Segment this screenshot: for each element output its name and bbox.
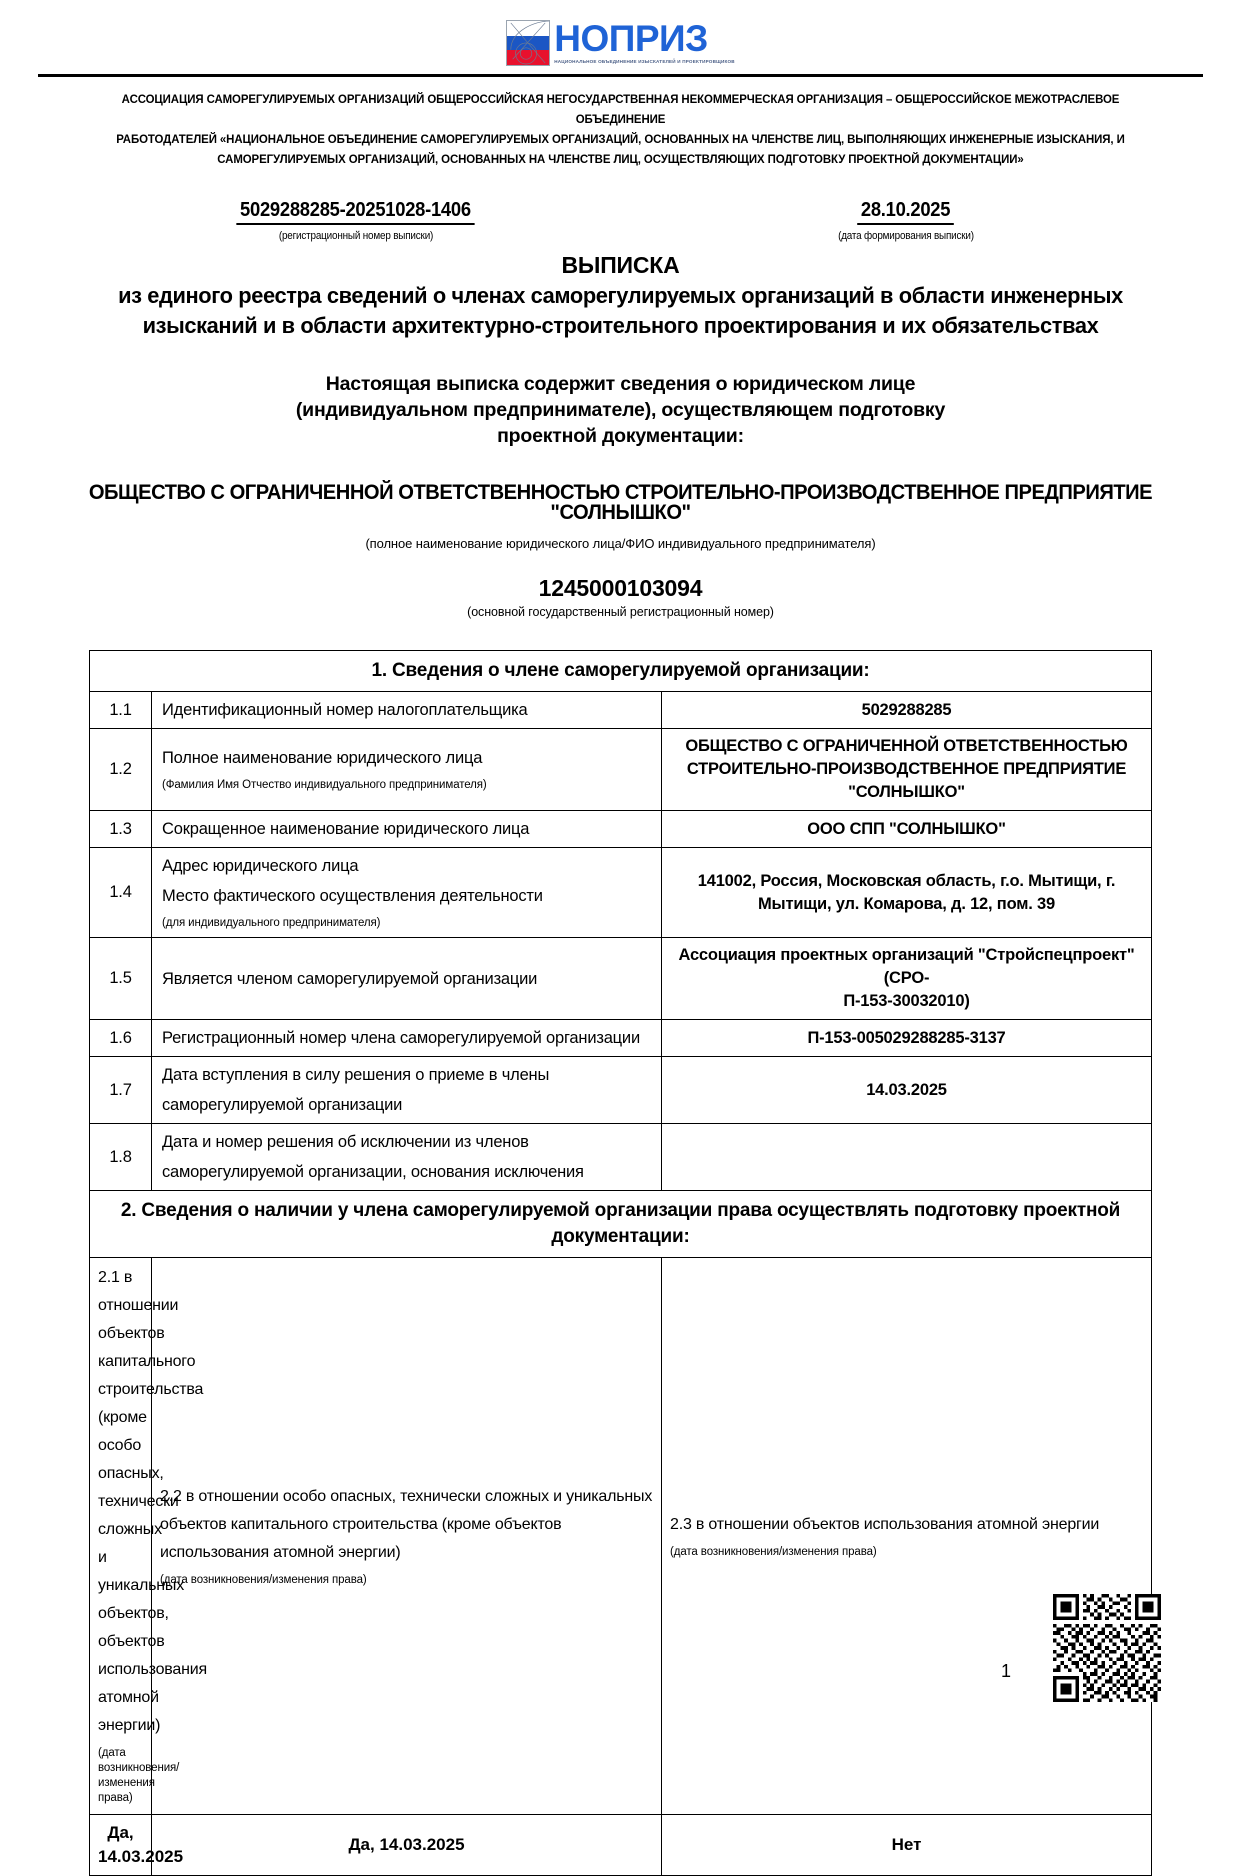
document-title: ВЫПИСКА [561,252,680,278]
row-value-1-2-line-2: СТРОИТЕЛЬНО-ПРОИЗВОДСТВЕННОЕ ПРЕДПРИЯТИЕ [686,760,1127,778]
header-divider [38,74,1203,77]
row-value-1-8 [662,1124,1152,1191]
row-label-1-8 [152,1124,662,1191]
section-2-heading-row [90,1191,1152,1258]
row-value-1-2-line-3: "СОЛНЫШКО" [848,783,965,801]
organization-name [44,483,1197,523]
row-value-1-6: П-153-005029288285-3137 [662,1020,1152,1057]
row-value-1-2-line-1: ОБЩЕСТВО С ОГРАНИЧЕННОЙ ОТВЕТСТВЕННОСТЬЮ [685,737,1128,755]
row-sublabel-1-2: (Фамилия Имя Отчество индивидуального предпринимателя) [162,779,487,791]
row-value-1-5-line-1: Ассоциация проектных организаций "Стройспецпроект" (СРО- [678,946,1135,987]
logo-wordmark: НОПРИЗ [554,18,708,59]
registration-date-caption: (дата формирования выписки) [837,230,974,242]
document-subtitle-line-1: из единого реестра сведений о членах саморегулируемых организаций в области инженерных [118,283,1123,308]
registration-date: 28.10.2025 [857,199,954,225]
document-subtitle-line-2: изысканий и в области архитектурно-строительного проектирования и их обязательствах [142,313,1099,338]
row-number-1-3: 1.3 [90,811,152,848]
table-row [90,848,1152,938]
row-label-1-3: Сокращенное наименование юридического лица [152,811,662,848]
row-number-1-6: 1.6 [90,1020,152,1057]
right-caption-2-2: (дата возникновения/изменения права) [160,1573,367,1586]
association-line-2: РАБОТОДАТЕЛЕЙ «НАЦИОНАЛЬНОЕ ОБЪЕДИНЕНИЕ САМОРЕГУЛИРУЕМЫХ ОРГАНИЗАЦИЙ, ОСНОВАННЫХ НА ЧЛЕНСТВЕ ЛИЦ, ВЫПОЛНЯЮЩИХ ИНЖЕНЕРНЫЕ ИЗЫСКАНИЯ, И [116,132,1125,146]
organization-name-line-1: ОБЩЕСТВО С ОГРАНИЧЕННОЙ ОТВЕТСТВЕННОСТЬЮ СТРОИТЕЛЬНО-ПРОИЗВОДСТВЕННОЕ ПРЕДПРИЯТИЕ [88,481,1153,504]
statement-line-1: Настоящая выписка содержит сведения о юридическом лице [325,373,916,395]
nopriz-emblem-icon [506,20,550,66]
row-value-1-1: 5029288285 [662,692,1152,729]
right-caption-2-1: (дата возникновения/изменения права) [98,1747,180,1804]
row-value-1-5-line-2: П-153-30032010) [843,992,970,1010]
row-number-1-4: 1.4 [90,848,152,938]
right-text-2-3: 2.3 в отношении объектов использования атомной энергии [670,1515,1100,1533]
row-number-1-1: 1.1 [90,692,152,729]
association-line-3: САМОРЕГУЛИРУЕМЫХ ОРГАНИЗАЦИЙ, ОСНОВАННЫХ НА ЧЛЕНСТВЕ ЛИЦ, ОСУЩЕСТВЛЯЮЩИХ ПОДГОТОВКУ ПРОЕКТНОЙ ДОКУМЕНТАЦИИ» [217,152,1024,166]
table-row [90,1124,1152,1191]
row-label-1-4-main: Адрес юридического лица [162,857,359,875]
row-label-1-7-main: Дата вступления в силу решения о приеме в члены [162,1066,550,1084]
section-1-heading-row [90,651,1152,692]
logo-header [0,0,1241,66]
organization-name-line-2: "СОЛНЫШКО" [550,501,691,524]
right-caption-2-3: (дата возникновения/изменения права) [670,1545,877,1558]
document-subtitle [57,281,1183,341]
logo-subtitle: НАЦИОНАЛЬНОЕ ОБЪЕДИНЕНИЕ ИЗЫСКАТЕЛЕЙ И ПРОЕКТИРОВЩИКОВ [554,59,735,64]
row-label-1-5: Является членом саморегулируемой организации [152,938,662,1020]
table-row [90,1020,1152,1057]
right-text-2-1: 2.1 в отношении объектов капитального строительства (кроме особо опасных, технически сложных и уникальных объектов, объектов использования атомной энергии) [98,1269,207,1734]
row-label-1-8-second: саморегулируемой организации, основания исключения [162,1163,584,1181]
row-number-1-2: 1.2 [90,729,152,811]
right-answer-2-3: Нет [662,1815,1152,1876]
ogrn-caption: (основной государственный регистрационный номер) [467,605,774,619]
section-1-heading: 1. Сведения о члене саморегулируемой организации: [90,651,1152,692]
section-2-heading-line-1: 2. Сведения о наличии у члена саморегулируемой организации права осуществлять подготовку проектной [120,1200,1121,1221]
registration-date-block [696,199,1116,243]
row-label-1-2 [152,729,662,811]
row-label-1-2-main: Полное наименование юридического лица [162,749,483,767]
association-line-1: АССОЦИАЦИЯ САМОРЕГУЛИРУЕМЫХ ОРГАНИЗАЦИЙ ОБЩЕРОССИЙСКАЯ НЕГОСУДАРСТВЕННАЯ НЕКОММЕРЧЕСКАЯ ОРГАНИЗАЦИЯ – ОБЩЕРОССИЙСКОЕ МЕЖОТРАСЛЕВОЕ ОБЪЕДИНЕНИЕ [121,92,1120,126]
row-label-1-7 [152,1057,662,1124]
row-number-1-8: 1.8 [90,1124,152,1191]
row-label-1-4 [152,848,662,938]
statement-line-3: проектной документации: [497,425,744,447]
qr-code-icon[interactable] [1053,1594,1161,1702]
association-header [97,89,1143,169]
row-number-1-5: 1.5 [90,938,152,1020]
section-2-answers-row [90,1815,1152,1876]
section-2-heading-line-2: документации: [551,1226,690,1247]
right-text-2-2: 2.2 в отношении особо опасных, технически сложных и уникальных объектов капитального строительства (кроме объектов использования атомной энергии) [160,1487,653,1561]
row-label-1-1: Идентификационный номер налогоплательщика [152,692,662,729]
row-value-1-5 [662,938,1152,1020]
registration-number-caption: (регистрационный номер выписки) [278,230,433,242]
organization-name-caption: (полное наименование юридического лица/ФИО индивидуального предпринимателя) [365,536,876,551]
section-2-heading [90,1191,1152,1258]
row-label-1-8-main: Дата и номер решения об исключении из членов [162,1133,529,1151]
page-footer [0,1544,1241,1754]
right-answer-2-2: Да, 14.03.2025 [152,1815,662,1876]
spiral-icon [507,21,549,65]
row-value-1-3: ООО СПП "СОЛНЫШКО" [662,811,1152,848]
page-number: 1 [1000,1661,1011,1681]
registration-row [0,199,1241,243]
table-row [90,811,1152,848]
row-value-1-4-line-2: Мытищи, ул. Комарова, д. 12, пом. 39 [758,894,1055,913]
registration-number: 5029288285-20251028-1406 [236,199,474,225]
row-label-1-7-second: саморегулируемой организации [162,1096,403,1114]
nopriz-logo [506,20,735,66]
row-value-1-4 [662,848,1152,938]
table-row [90,692,1152,729]
row-value-1-7: 14.03.2025 [662,1057,1152,1124]
registration-number-block [146,199,566,243]
row-label-1-6: Регистрационный номер члена саморегулируемой организации [152,1020,662,1057]
row-value-1-4-line-1: 141002, Россия, Московская область, г.о. Мытищи, г. [697,871,1116,890]
row-sublabel-1-4: (для индивидуального предпринимателя) [162,917,381,929]
statement-block [40,371,1201,449]
table-row [90,938,1152,1020]
row-label-1-4-second: Место фактического осуществления деятельности [162,887,543,905]
row-value-1-2 [662,729,1152,811]
statement-line-2: (индивидуальном предпринимателе), осуществляющем подготовку [295,399,946,421]
ogrn-value: 1245000103094 [538,575,703,601]
right-answer-2-1: Да, 14.03.2025 [90,1815,152,1876]
table-row [90,729,1152,811]
table-row [90,1057,1152,1124]
row-number-1-7: 1.7 [90,1057,152,1124]
